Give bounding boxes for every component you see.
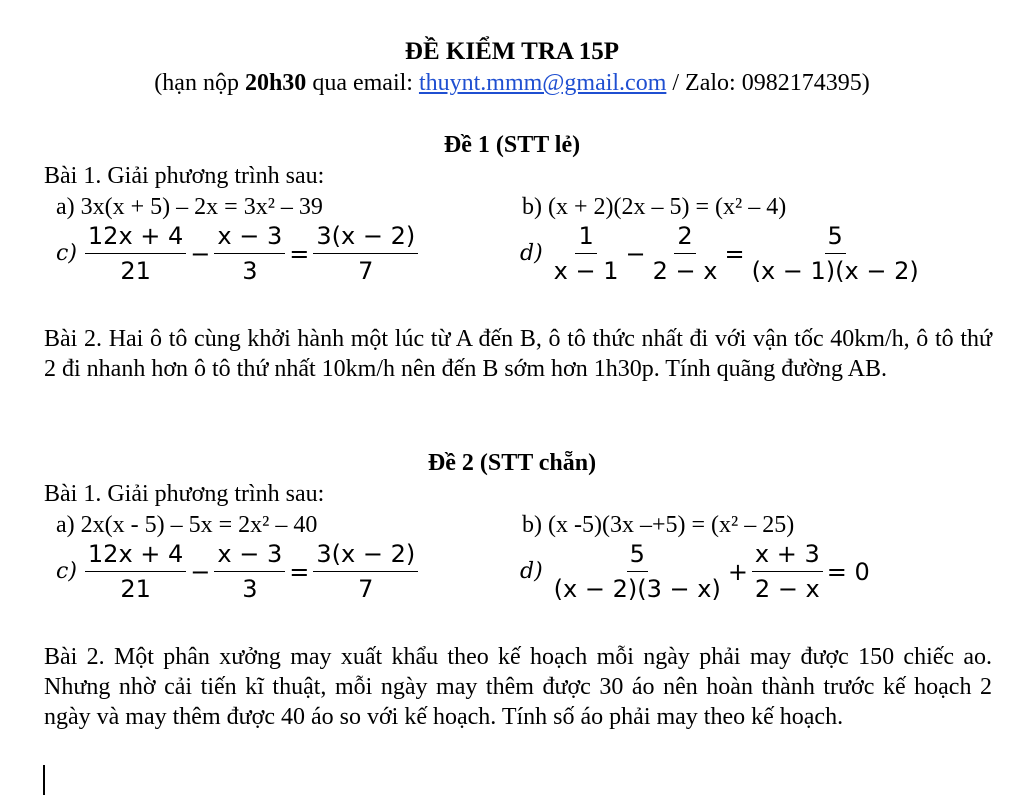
de2-d-fraction-1: $\frac{5}{(x - 2)(3 - x)}$	[553, 540, 721, 603]
de2-bai1-heading: Bài 1. Giải phương trình sau:	[44, 481, 325, 507]
de1-d-fraction-2: $\frac{2}{2 - x}$	[652, 222, 718, 285]
de2-d-fraction-2: $\frac{x + 3}{2 - x}$	[752, 540, 823, 603]
de2-d-operator-2: = 0	[826, 557, 870, 586]
de1-d-fraction-1: $\frac{1}{x - 1}$	[553, 222, 619, 285]
de2-equation-d	[520, 540, 872, 603]
de2-c-fraction-3: $\frac{3(x - 2)}{7}$	[313, 540, 418, 603]
de1-c-fraction-3: $\frac{3(x - 2)}{7}$	[313, 222, 418, 285]
de1-equation-d	[520, 222, 924, 285]
de2-equation-a: a) 2x(x - 5) – 5x = 2x² – 40	[56, 512, 318, 538]
de1-heading: Đề 1 (STT lẻ)	[443, 132, 581, 158]
de1-d-fraction-3: $\frac{5}{(x - 1)(x - 2)}$	[751, 222, 919, 285]
deadline-time: 20h30	[244, 70, 307, 96]
de2-equation-c	[56, 540, 420, 603]
de1-equation-a: a) 3x(x + 5) – 2x = 3x² – 39	[56, 194, 323, 220]
de1-d-label: d)	[520, 241, 543, 266]
de1-c-fraction-1: $\frac{12x + 4}{21}$	[85, 222, 186, 285]
email-link[interactable]: thuynt.mmm@gmail.com	[418, 70, 667, 96]
de1-c-label: c)	[56, 241, 77, 266]
de2-c-operator-2: =	[289, 557, 310, 586]
de2-d-operator-1: +	[727, 557, 748, 586]
de2-c-fraction-1: $\frac{12x + 4}{21}$	[85, 540, 186, 603]
document-title: ĐỀ KIỂM TRA 15P	[404, 38, 620, 65]
de1-d-operator-1: −	[625, 239, 646, 268]
de2-d-label: d)	[520, 559, 543, 584]
de1-bai1-heading: Bài 1. Giải phương trình sau:	[44, 163, 325, 189]
text-cursor	[43, 765, 45, 795]
submission-info	[0, 70, 1024, 97]
de2-c-fraction-2: $\frac{x - 3}{3}$	[214, 540, 285, 603]
de1-c-operator-2: =	[289, 239, 310, 268]
de2-equation-b: b) (x -5)(3x –+5) = (x² – 25)	[522, 512, 795, 538]
de2-heading: Đề 2 (STT chẵn)	[427, 450, 597, 476]
de2-bai2: Bài 2. Một phân xưởng may xuất khẩu theo kế hoạch mỗi ngày phải may được 150 chiếc ao. Nhưng nhờ cải tiến kĩ thuật, mỗi ngày may thêm được 30 áo nên hoàn thành trước kế hoạch 2 ngày và may thêm được 40 áo so với kế hoạch. Tính số áo phải may theo kế hoạch.	[44, 644, 992, 730]
de1-c-operator-1: −	[190, 239, 211, 268]
subtitle-mid: qua email:	[306, 70, 419, 96]
de1-equation-b: b) (x + 2)(2x – 5) = (x² – 4)	[522, 194, 787, 220]
de1-bai2: Bài 2. Hai ô tô cùng khởi hành một lúc từ A đến B, ô tô thức nhất đi với vận tốc 40km/h, ô tô thứ 2 đi nhanh hơn ô tô thứ nhất 10km/h nên đến B sớm hơn 1h30p. Tính quãng đường AB.	[44, 326, 992, 382]
de2-c-operator-1: −	[190, 557, 211, 586]
de1-equation-c	[56, 222, 420, 285]
subtitle-prefix: (hạn nộp	[154, 70, 245, 96]
de1-c-fraction-2: $\frac{x - 3}{3}$	[214, 222, 285, 285]
subtitle-zalo: / Zalo: 0982174395)	[666, 70, 870, 96]
de2-c-label: c)	[56, 559, 77, 584]
de1-d-operator-2: =	[724, 239, 745, 268]
